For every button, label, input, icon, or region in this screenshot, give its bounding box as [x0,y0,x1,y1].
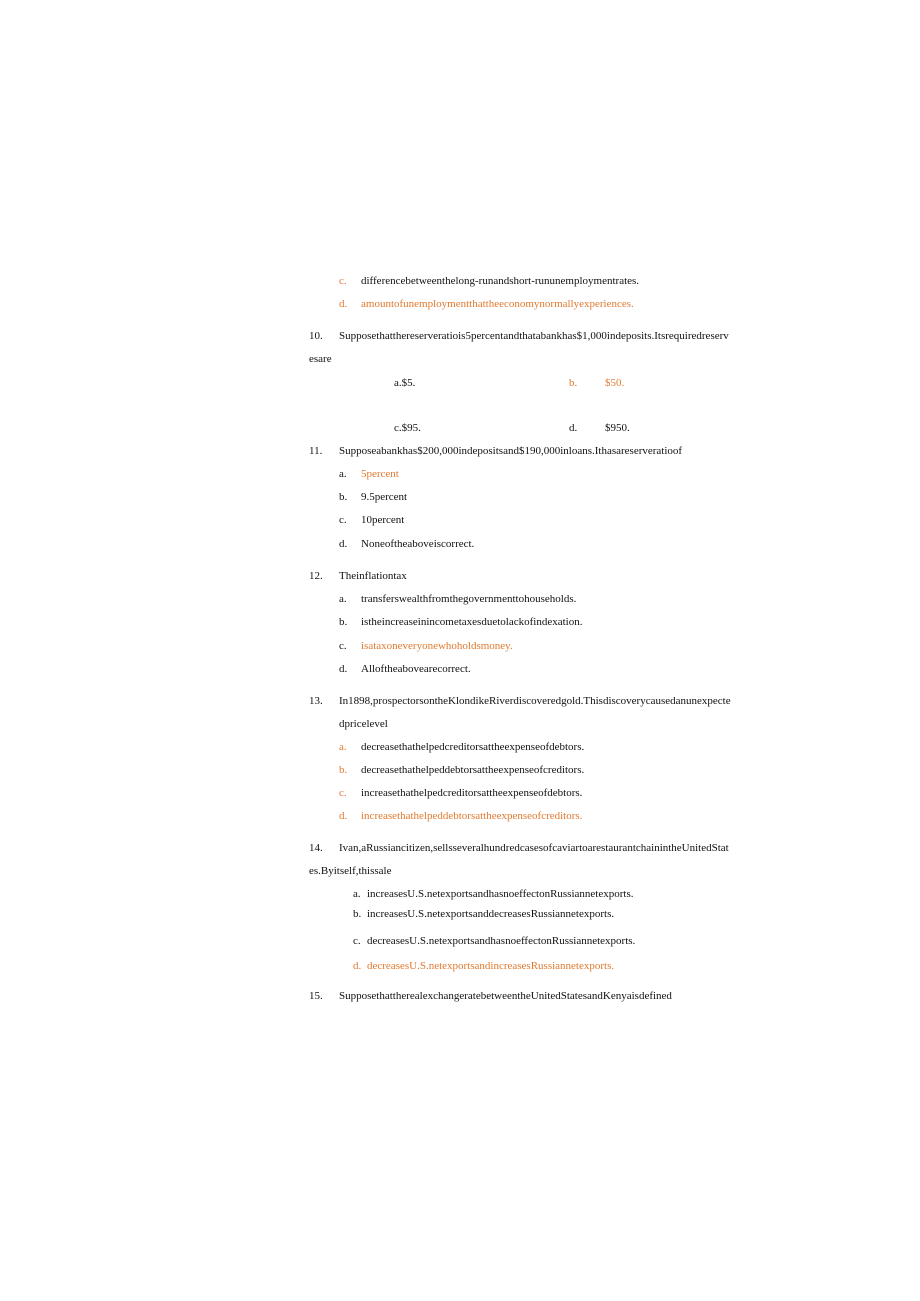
q13-option-b-text: decreasethathelpeddebtorsattheexpenseofcreditors. [361,764,585,776]
q14-option-d-text: decreasesU.S.netexportsandincreasesRussiannetexports. [367,960,615,972]
q10-option-b-letter: b. [569,377,578,389]
q14-option-b-text: increasesU.S.netexportsanddecreasesRussiannetexports. [367,908,615,920]
q13-option-a-text: decreasethathelpedcreditorsattheexpenseofdebtors. [361,741,585,753]
q12-option-d-letter: d. [339,663,348,675]
q10-option-c: c.$95. [394,422,421,434]
q14-text-line1: Ivan,aRussiancitizen,sellsseveralhundredcasesofcaviartoarestaurantchainintheUnitedStat [339,842,729,854]
q14-option-b-letter: b. [353,908,362,920]
q11-text: Supposeabankhas$200,000indepositsand$190,000inloans.Ithasareserveratioof [339,445,683,457]
q10-option-d-text: $950. [605,422,630,434]
q11-option-d-letter: d. [339,538,348,550]
q14-text-line2: es.Byitself,thissale [309,865,392,877]
q11-option-b-letter: b. [339,491,348,503]
q12-option-b-text: istheincreaseinincometaxesduetolackofindexation. [361,616,583,628]
q11-option-c-text: 10percent [361,514,405,526]
q13-text-line1: In1898,prospectorsontheKlondikeRiverdiscoveredgold.Thisdiscoverycausedanunexpecte [339,695,731,707]
q10-number: 10. [309,330,323,342]
q11-option-a-text: 5percent [361,468,399,480]
q11-option-b-text: 9.5percent [361,491,408,503]
q15-text: SupposethattherealexchangeratebetweentheUnitedStatesandKenyaisdefined [339,990,672,1002]
q12-option-d-text: Alloftheabovearecorrect. [361,663,471,675]
q13-option-b-letter: b. [339,764,348,776]
q10-option-b-text: $50. [605,377,625,389]
q14-option-c-letter: c. [353,935,361,947]
q13-option-d-letter: d. [339,810,348,822]
q14-option-a-text: increasesU.S.netexportsandhasnoeffectonRussiannetexports. [367,888,634,900]
q11-option-d-text: Noneoftheaboveiscorrect. [361,538,475,550]
q13-option-c-letter: c. [339,787,347,799]
q9-option-c-letter: c. [339,275,347,287]
q13-text-line2: dpricelevel [339,718,388,730]
q13-number: 13. [309,695,323,707]
q10-text-line2: esare [309,353,332,365]
q13-option-d-text: increasethathelpeddebtorsattheexpenseofcreditors. [361,810,583,822]
q14-option-c-text: decreasesU.S.netexportsandhasnoeffectonRussiannetexports. [367,935,636,947]
q12-option-c-text: isataxoneveryonewhoholdsmoney. [361,640,513,652]
q11-option-a-letter: a. [339,468,347,480]
q9-option-d-letter: d. [339,298,348,310]
q10-text-line1: Supposethatthereserveratiois5percentandthatabankhas$1,000indeposits.Itsrequiredreserv [339,330,729,342]
q12-option-a-text: transferswealthfromthegovernmenttohouseholds. [361,593,577,605]
q14-number: 14. [309,842,323,854]
q13-option-c-text: increasethathelpedcreditorsattheexpenseofdebtors. [361,787,583,799]
q11-option-c-letter: c. [339,514,347,526]
q14-option-d-letter: d. [353,960,362,972]
q13-option-a-letter: a. [339,741,347,753]
q14-option-a-letter: a. [353,888,361,900]
q12-option-a-letter: a. [339,593,347,605]
q12-number: 12. [309,570,323,582]
q12-text: Theinflationtax [339,570,407,582]
q15-number: 15. [309,990,323,1002]
q10-option-d-letter: d. [569,422,578,434]
q12-option-c-letter: c. [339,640,347,652]
q12-option-b-letter: b. [339,616,348,628]
q10-option-a: a.$5. [394,377,416,389]
q9-option-d-text: amountofunemploymentthattheeconomynormallyexperiences. [361,298,634,310]
q11-number: 11. [309,445,323,457]
q9-option-c-text: differencebetweenthelong-runandshort-rununemploymentrates. [361,275,640,287]
